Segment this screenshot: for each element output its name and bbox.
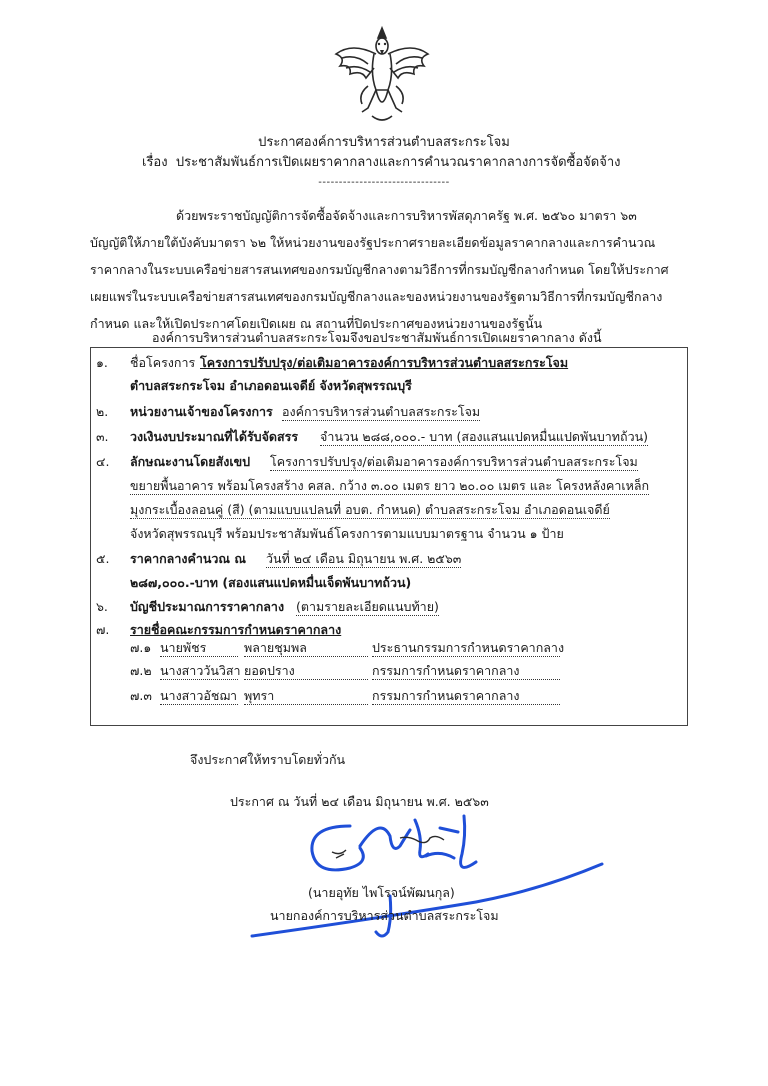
member-2-name: นางสาววันวิสา [160,663,241,678]
item-4-value: โครงการปรับปรุง/ต่อเติมอาคารองค์การบริหารส่วนตำบลสระกระโจม [270,454,638,469]
member-2-role: กรรมการกำหนดราคากลาง [372,663,560,680]
member-3-number: ๗.๓ [130,688,152,703]
item-7-label: รายชื่อคณะกรรมการกำหนดราคากลาง [130,622,342,637]
member-1-role: ประธานกรรมการกำหนดราคากลาง [372,640,565,655]
item-1-label: ชื่อโครงการ [130,355,196,370]
item-3-number: ๓. [96,429,109,444]
item-4-line-3: จังหวัดสุพรรณบุรี พร้อมประชาสัมพันธ์โครงการตามแบบมาตรฐาน จำนวน ๑ ป้าย [130,526,564,541]
signature-icon [240,806,620,946]
member-2-surname: ยอดปราง [244,663,368,680]
closing-date-line: ประกาศ ณ วันที่ ๒๔ เดือน มิถุนายน พ.ศ. ๒๕๖๓ [230,794,489,809]
intro-line-2: บัญญัติให้ภายใต้บังคับมาตรา ๖๒ ให้หน่วยงานของรัฐประกาศรายละเอียดข้อมูลราคากลางและการคำนวณ [90,235,656,250]
intro-line-4: เผยแพร่ในระบบเครือข่ายสารสนเทศของกรมบัญชีกลางและของหน่วยงานของรัฐตามวิธีการที่กรมบัญชีกลาง [90,289,663,304]
subject-text: ประชาสัมพันธ์การเปิดเผยราคากลางและการคำนวณราคากลางการจัดซื้อจัดจ้าง [175,155,621,170]
item-3-label: วงเงินงบประมาณที่ได้รับจัดสรร [130,429,299,444]
item-1-number: ๑. [96,355,108,370]
announcement-title: ประกาศองค์การบริหารส่วนตำบลสระกระโจม [258,135,510,150]
signer-title: นายกองค์การบริหารส่วนตำบลสระกระโจม [270,908,499,923]
member-1-name: นายพัชร [160,640,238,657]
item-4-label: ลักษณะงานโดยสังเขป [130,454,251,469]
closing-notice: จึงประกาศให้ทราบโดยทั่วกัน [190,752,346,767]
intro-line-3: ราคากลางในระบบเครือข่ายสารสนเทศของกรมบัญชีกลางตามวิธีการที่กรมบัญชีกลางกำหนด โดยให้ประกาศ [90,262,669,277]
item-3-value: จำนวน ๒๘๘,๐๐๐.- บาท (สองแสนแปดหมื่นแปดพันบาทถ้วน) [320,429,649,444]
item-4-line-1: ขยายพื้นอาคาร พร้อมโครงสร้าง คสล. กว้าง ๓.๐๐ เมตร ยาว ๒๐.๐๐ เมตร และ โครงหลังคาเหล็ก [130,478,650,493]
item-1-value: โครงการปรับปรุง/ต่อเติมอาคารองค์การบริหารส่วนตำบลสระกระโจม [200,355,569,370]
item-5-value-line-2: ๒๘๗,๐๐๐.-บาท (สองแสนแปดหมื่นเจ็ดพันบาทถ้วน) [130,575,412,590]
item-4-line-2: มุงกระเบื้องลอนคู่ (สี) (ตามแบบแปลนที่ อบต. กำหนด) ตำบลสระกระโจม อำเภอดอนเจดีย์ [130,502,610,517]
member-3-role: กรรมการกำหนดราคากลาง [372,688,560,705]
garuda-emblem-icon [332,24,432,126]
item-6-label: บัญชีประมาณการราคากลาง [130,599,285,614]
intro-line-1: ด้วยพระราชบัญญัติการจัดซื้อจัดจ้างและการบริหารพัสดุภาครัฐ พ.ศ. ๒๕๖๐ มาตรา ๖๓ [176,208,637,223]
intro-line-6: องค์การบริหารส่วนตำบลสระกระโจมจึงขอประชาสัมพันธ์การเปิดเผยราคากลาง ดังนี้ [152,330,602,345]
subject-label: เรื่อง [142,155,168,170]
item-5-date: วันที่ ๒๔ เดือน มิถุนายน พ.ศ. ๒๕๖๓ [266,551,462,566]
member-1-number: ๗.๑ [130,640,152,655]
subject-line [142,155,620,171]
intro-line-5: กำหนด และให้เปิดประกาศโดยเปิดเผย ณ สถานที่ปิดประกาศของหน่วยงานของรัฐนั้น [90,316,543,331]
member-3-surname: พุทรา [244,688,368,705]
member-3-name: นางสาวอัชฌา [160,688,238,703]
signer-name: (นายอุทัย ไพโรจน์พัฒนกุล) [308,885,455,900]
item-5-label: ราคากลางคำนวณ ณ [130,551,246,566]
item-2-label: หน่วยงานเจ้าของโครงการ [130,404,273,419]
member-1-surname: พลายชุมพล [244,640,368,657]
member-2-number: ๗.๒ [130,663,152,678]
item-2-number: ๒. [96,404,109,419]
item-4-number: ๔. [96,454,110,469]
item-6-number: ๖. [96,599,108,614]
header-divider: -------------------------------- [318,177,450,188]
item-6-value: (ตามรายละเอียดแนบท้าย) [296,599,439,614]
item-5-number: ๕. [96,551,110,566]
item-2-value: องค์การบริหารส่วนตำบลสระกระโจม [282,404,481,419]
item-7-number: ๗. [96,622,110,637]
item-1-value-line-2: ตำบลสระกระโจม อำเภอดอนเจดีย์ จังหวัดสุพรรณบุรี [130,378,412,393]
